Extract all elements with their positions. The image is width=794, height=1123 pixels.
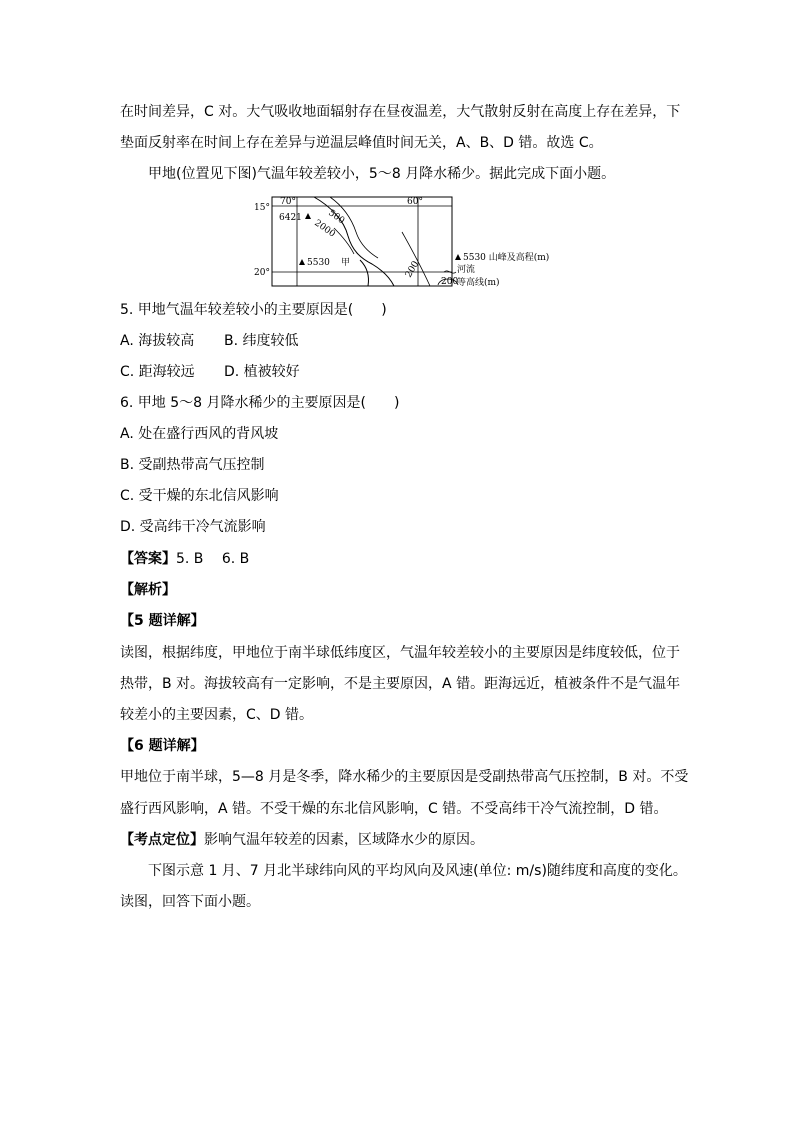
peak-legend-icon bbox=[455, 254, 461, 260]
paragraph-line: 读图，根据纬度，甲地位于南半球低纬度区，气温年较差较小的主要原因是纬度较低，位于 bbox=[120, 645, 680, 661]
contour-line bbox=[314, 197, 394, 286]
lon-label-60: 60° bbox=[407, 197, 423, 207]
contour-line bbox=[334, 228, 354, 254]
map-legend bbox=[438, 251, 549, 288]
option: C. 距海较远 bbox=[120, 364, 195, 380]
option: C. 受干燥的东北信风影响 bbox=[120, 488, 279, 504]
contour-label: 500 bbox=[326, 208, 347, 227]
peak-elevation-south: 5530 bbox=[307, 258, 330, 268]
paragraph-line: 较差小的主要因素，C、D 错。 bbox=[120, 707, 314, 723]
focus-label: 【考点定位】 bbox=[120, 832, 204, 848]
peak-triangle-icon bbox=[299, 259, 305, 265]
peak-triangle-icon bbox=[305, 213, 311, 219]
option: A. 处在盛行西风的背风坡 bbox=[120, 426, 279, 442]
analysis-label: 【解析】 bbox=[120, 582, 176, 598]
contour-line bbox=[402, 232, 430, 286]
question-stem: 6. 甲地 5～8 月降水稀少的主要原因是( ) bbox=[120, 395, 400, 411]
lon-label-70: 70° bbox=[280, 197, 296, 207]
contour-label: 2000 bbox=[312, 218, 337, 240]
q5-detail-label: 【5 题详解】 bbox=[120, 613, 205, 629]
contour-label: 200 bbox=[403, 259, 422, 280]
next-intro-line: 读图，回答下面小题。 bbox=[120, 894, 260, 910]
location-map bbox=[252, 192, 552, 292]
map-frame bbox=[272, 197, 452, 286]
paragraph-line: 热带，B 对。海拔较高有一定影响，不是主要原因，A 错。距海远近，植被条件不是气温年 bbox=[120, 676, 681, 692]
legend-peak: 5530 山峰及高程(m) bbox=[463, 253, 550, 263]
answer-line bbox=[120, 550, 249, 568]
q6-detail-label: 【6 题详解】 bbox=[120, 738, 205, 754]
option: B. 纬度较低 bbox=[224, 333, 299, 349]
legend-contour-value: 200 bbox=[441, 277, 459, 287]
lat-label-15: 15° bbox=[254, 203, 270, 213]
option: A. 海拔较高 bbox=[120, 333, 195, 349]
lat-label-20: 20° bbox=[254, 268, 270, 278]
question-stem: 5. 甲地气温年较差较小的主要原因是( ) bbox=[120, 302, 387, 318]
focus-line bbox=[120, 831, 484, 849]
legend-river: 河流 bbox=[457, 265, 476, 275]
paragraph-line: 垫面反射率在时间上存在差异与逆温层峰值时间无关，A、B、D 错。故选 C。 bbox=[120, 135, 603, 151]
paragraph-line: 甲地位于南半球，5—8 月是冬季，降水稀少的主要原因是受副热带高气压控制，B 对。不受 bbox=[120, 769, 689, 785]
place-label: 甲 bbox=[341, 258, 351, 268]
focus-text: 影响气温年较差的因素，区域降水少的原因。 bbox=[204, 832, 484, 848]
option: B. 受副热带高气压控制 bbox=[120, 457, 265, 473]
option: D. 植被较好 bbox=[224, 364, 300, 380]
answer-value: 5. B 6. B bbox=[176, 551, 250, 567]
river-line bbox=[360, 260, 369, 286]
next-intro-line: 下图示意 1 月、7 月北半球纬向风的平均风向及风速(单位: m/s)随纬度和高度的变化。 bbox=[148, 863, 687, 879]
question-intro: 甲地(位置见下图)气温年较差较小，5～8 月降水稀少。据此完成下面小题。 bbox=[148, 166, 616, 182]
option: D. 受高纬干冷气流影响 bbox=[120, 519, 266, 535]
paragraph-line: 盛行西风影响，A 错。不受干燥的东北信风影响，C 错。不受高纬干冷气流控制，D 错。 bbox=[120, 801, 668, 817]
answer-label: 【答案】 bbox=[120, 551, 176, 567]
peak-elevation-north: 6421 bbox=[279, 213, 302, 223]
legend-contour: 等高线(m) bbox=[457, 278, 500, 288]
paragraph-line: 在时间差异，C 对。大气吸收地面辐射存在昼夜温差，大气散射反射在高度上存在差异，下 bbox=[120, 104, 681, 120]
